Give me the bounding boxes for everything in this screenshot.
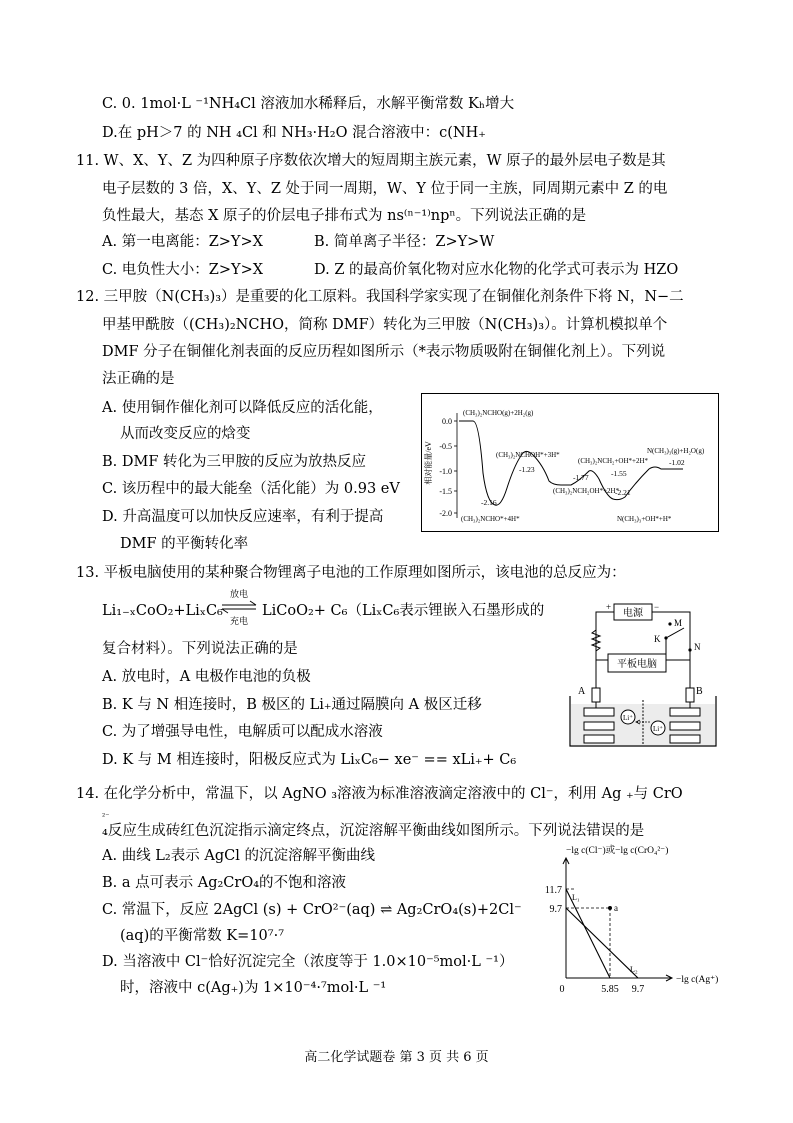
q12-option-c: C. 该历程中的最大能垒（活化能）为 0.93 eV (102, 481, 400, 497)
x-tick-5-85: 5.85 (601, 984, 619, 995)
curve-l1-label: L₁ (572, 893, 580, 902)
state-6-label: N(CH₃)₃(g)+H₂O(g) (647, 447, 705, 455)
electrode-b-plate-1 (670, 708, 700, 716)
solubility-x-axis-label: −lg c(Ag⁺) (676, 975, 719, 985)
q12-stem-line-2: 甲基甲酰胺（(CH₃)₂NCHO，简称 DMF）转化为三甲胺（N(CH₃)₃）。计算机模拟单个 (102, 317, 668, 333)
q13-equation-right: LiCoO₂+ C₆（LiₓC₆表示锂嵌入石墨形成的 (262, 603, 545, 619)
ytick-1: -0.5 (439, 442, 452, 451)
power-plus: + (606, 602, 612, 612)
curve-l2-label: L₂ (630, 965, 638, 974)
state-1-value: -2.16 (481, 498, 497, 507)
page-footer: 高二化学试题卷 第 3 页 共 6 页 (304, 1050, 489, 1065)
reversible-arrow (218, 588, 260, 628)
y-tick-9-7: 9.7 (549, 904, 562, 915)
ytick-4: -2.0 (439, 509, 452, 518)
q13-option-c: C. 为了增强导电性，电解质可以配成水溶液 (102, 724, 383, 740)
electrode-b-plate-2 (670, 722, 700, 730)
battery-diagram (566, 600, 721, 750)
q14-option-d-line-1: D. 当溶液中 Cl⁻恰好沉淀完全（浓度等于 1.0×10⁻⁵mol·L ⁻¹） (102, 954, 514, 970)
ytick-2: -1.0 (439, 467, 452, 476)
q12-option-a-line-2: 从而改变反应的焓变 (120, 426, 251, 442)
q13-stem-line-1: 13. 平板电脑使用的某种聚合物锂离子电池的工作原理如图所示，该电池的总反应为： (76, 565, 626, 581)
q14-option-c-line-2: (aq)的平衡常数 K=10⁷·⁷ (120, 928, 285, 944)
state-2-label: (CH₃)₂NCHOH*+3H* (496, 451, 560, 459)
q13-option-a: A. 放电时，A 电极作电池的负极 (102, 669, 311, 685)
q11-option-d: D. Z 的最高价氧化物对应水化物的化学式可表示为 HZO (314, 262, 679, 278)
q12-option-d-line-2: DMF 的平衡转化率 (120, 536, 249, 552)
point-a-label: a (614, 903, 618, 913)
q13-equation-left: Li₁₋ₓCoO₂+LiₓC₆ (102, 603, 223, 619)
arrow-label-discharge: 放电 (229, 589, 249, 599)
q13-stem-line-3: 复合材料）。下列说法正确的是 (102, 641, 298, 657)
state-6-value: -1.02 (669, 458, 685, 467)
point-a (608, 906, 612, 910)
electrode-a-plate-2 (584, 722, 614, 730)
q11-option-b: B. 简单离子半径：Z>Y>W (314, 234, 495, 250)
electrode-a-plate-1 (584, 708, 614, 716)
q12-option-b: B. DMF 转化为三甲胺的反应为放热反应 (102, 454, 367, 470)
electrode-b-label: B (696, 686, 703, 697)
q14-option-a: A. 曲线 L₂表示 AgCl 的沉淀溶解平衡曲线 (102, 848, 375, 864)
q11-option-a: A. 第一电离能：Z>Y>X (102, 234, 263, 250)
q12-stem-line-1: 12. 三甲胺（N(CH₃)₃）是重要的化工原料。我国科学家实现了在铜催化剂条件下将 N，N−二 (76, 289, 684, 305)
q14-option-d-line-2: 时，溶液中 c(Ag₊)为 1×10⁻⁴·⁷mol·L ⁻¹ (120, 980, 387, 996)
power-minus: − (654, 602, 660, 612)
q14-option-b: B. a 点可表示 Ag₂CrO₄的不饱和溶液 (102, 875, 347, 891)
y-tick-11-7: 11.7 (544, 885, 562, 896)
ytick-0: 0.0 (442, 417, 452, 426)
state-4-value: -1.55 (611, 469, 627, 478)
lithium-ion-2-label: Li⁺ (653, 725, 663, 733)
state-2-value: -1.23 (519, 465, 535, 474)
state-1-label: (CH₃)₂NCHO*+4H* (461, 515, 520, 523)
q11-stem-line-1: 11. W、X、Y、Z 为四种原子序数依次增大的短周期主族元素，W 原子的最外层电子数是其 (76, 153, 666, 169)
q11-stem-line-3: 负性最大，基态 X 原子的价层电子排布式为 ns⁽ⁿ⁻¹⁾npⁿ。下列说法正确的是 (102, 208, 587, 224)
electrode-a-plate-3 (584, 735, 614, 743)
state-5-value: -2.21 (615, 488, 631, 497)
switch-n-label: N (694, 642, 701, 652)
energy-profile-figure (421, 393, 719, 532)
q12-option-a-line-1: A. 使用铜作催化剂可以降低反应的活化能， (102, 400, 383, 416)
q10-option-d: D.在 pH＞7 的 NH ₄Cl 和 NH₃·H₂O 混合溶液中：c(NH₊ (102, 125, 486, 141)
curve-l1 (566, 889, 610, 978)
electrode-a-terminal (592, 688, 600, 702)
electrode-b-plate-3 (670, 735, 700, 743)
q14-option-c-line-1: C. 常温下，反应 2AgCl (s) + CrO²⁻(aq) ⇌ Ag₂CrO₄(s)+2Cl⁻ (102, 902, 522, 918)
energy-axis-label: 相对能量/eV (424, 441, 433, 485)
ytick-3: -1.5 (439, 487, 452, 496)
arrow-label-charge: 充电 (229, 616, 249, 626)
electrode-b-terminal (686, 688, 694, 702)
state-5-label: N(CH₃)₃+OH*+H* (617, 515, 672, 523)
q14-stem-line-2: ₄反应生成砖红色沉淀指示滴定终点，沉淀溶解平衡曲线如图所示。下列说法错误的是 (102, 823, 645, 839)
q14-charge-superscript: ²⁻ (102, 812, 110, 821)
q10-option-c: C. 0. 1mol·L ⁻¹NH₄Cl 溶液加水稀释后，水解平衡常数 Kₕ增大 (102, 96, 515, 112)
q12-option-d-line-1: D. 升高温度可以加快反应速率，有利于提高 (102, 509, 384, 525)
tablet-device-label: 平板电脑 (617, 659, 657, 670)
state-0-label: (CH₃)₂NCHO(g)+2H₂(g) (463, 409, 534, 417)
x-origin-label: 0 (559, 984, 565, 995)
solubility-y-axis-label: −lg c(Cl⁻)或−lg c(CrO₄²⁻) (566, 846, 669, 856)
q11-option-c: C. 电负性大小：Z>Y>X (102, 262, 264, 278)
state-3-value: -1.77 (573, 473, 589, 482)
switch-m-label: M (674, 618, 683, 628)
q13-option-d: D. K 与 M 相连接时，阳极反应式为 LiₓC₆− xe⁻ == xLi₊+ C₆ (102, 752, 517, 768)
solubility-curve-figure (530, 840, 730, 1000)
q14-stem-line-1: 14. 在化学分析中，常温下，以 AgNO ₃溶液为标准溶液滴定溶液中的 Cl⁻，利用 Ag ₊与 CrO (76, 786, 683, 802)
x-tick-9-7: 9.7 (631, 984, 645, 995)
q12-stem-line-4: 法正确的是 (102, 371, 175, 387)
power-source-label: 电源 (623, 608, 643, 619)
curve-l2 (566, 908, 638, 978)
q12-stem-line-3: DMF 分子在铜催化剂表面的反应历程如图所示（*表示物质吸附在铜催化剂上）。下列说 (102, 344, 666, 360)
lithium-ion-1-label: Li⁺ (623, 714, 633, 722)
switch-k (666, 628, 684, 638)
state-3-label: (CH₃)₂NCH₂OH*+2H* (553, 487, 620, 495)
switch-k-label: K (654, 634, 661, 644)
q11-stem-line-2: 电子层数的 3 倍，X、Y、Z 处于同一周期，W、Y 位于同一主族，同周期元素中 Z 的电 (102, 181, 668, 197)
q13-option-b: B. K 与 N 相连接时，B 极区的 Li₊通过隔膜向 A 极区迁移 (102, 697, 482, 713)
electrode-a-label: A (578, 686, 586, 697)
state-4-label: (CH₃)₂NCH₂+OH*+2H* (578, 457, 649, 465)
